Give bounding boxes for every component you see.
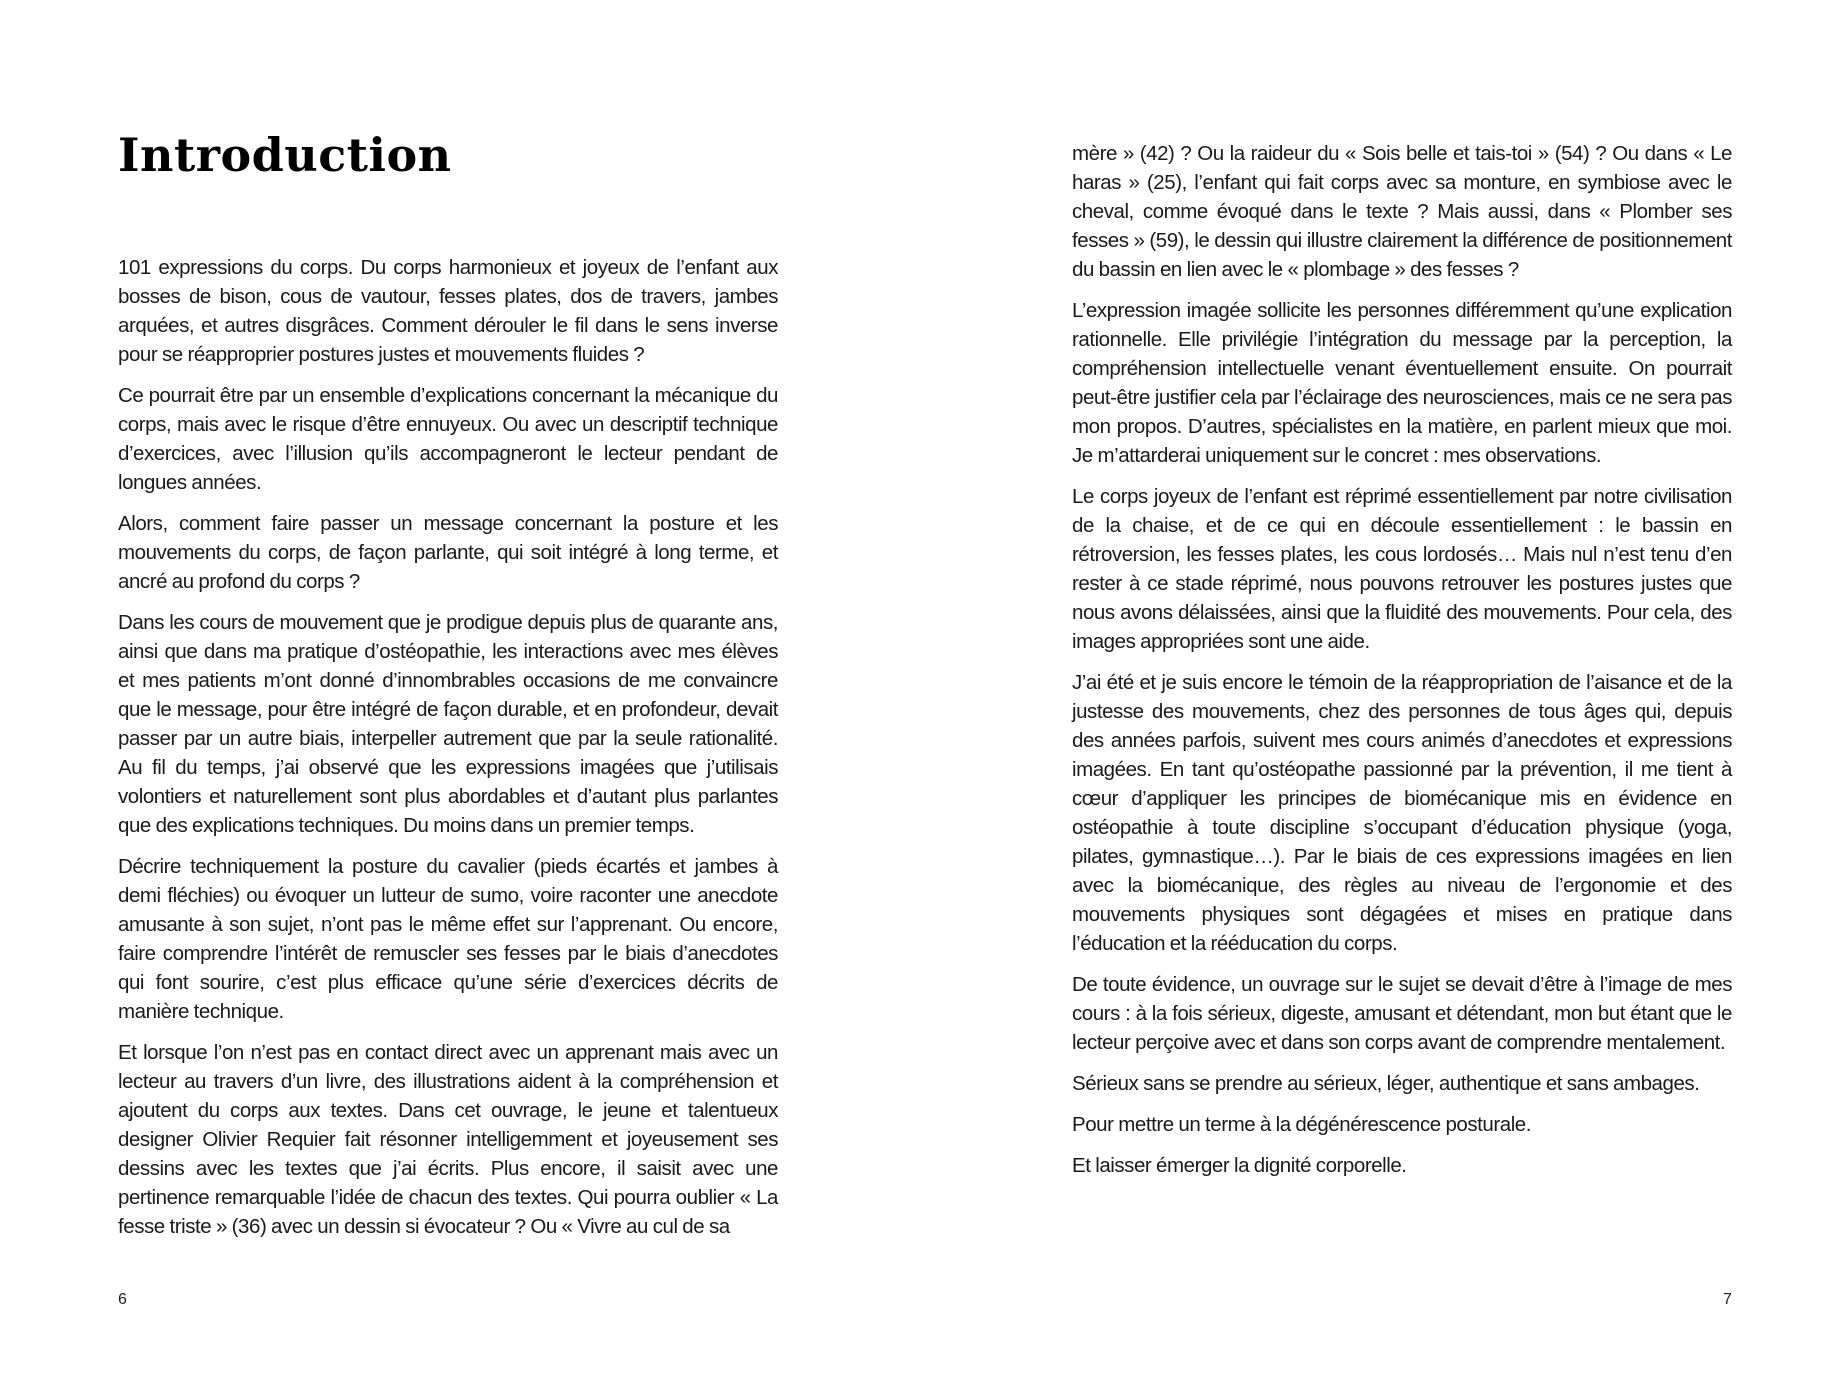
paragraph: Alors, comment faire passer un message concernant la posture et les mouvements du corps, de façon parlante, qui soit intégré à long terme, et ancré au profond du corps ? xyxy=(118,512,778,593)
left-text-column xyxy=(118,253,778,1253)
page-number: 7 xyxy=(1723,1291,1732,1308)
paragraph: Le corps joyeux de l’enfant est réprimé essentiellement par notre civilisation de la chaise, et de ce qui en découle essentiellement : le bassin en rétroversion, les fesses plates, les cous lordosés… Mais nul n’est tenu d’en rester à ce stade réprimé, nous pouvons retrouver les postures justes que nous avons délaissées, ainsi que la fluidité des mouvements. Pour cela, des images appropriées sont une aide. xyxy=(1072,485,1732,653)
paragraph: Sérieux sans se prendre au sérieux, léger, authentique et sans ambages. xyxy=(1072,1072,1700,1095)
paragraph: Et laisser émerger la dignité corporelle. xyxy=(1072,1154,1407,1177)
paragraph: Dans les cours de mouvement que je prodigue depuis plus de quarante ans, ainsi que dans ma pratique d’ostéopathie, les interactions avec mes élèves et mes patients m’ont donné d’innombrables occasions de me convaincre que le message, pour être intégré de façon durable, et en profondeur, devait passer par un autre biais, interpeller autrement que par la seule rationalité. Au fil du temps, j’ai observé que les expressions imagées que j’utilisais volontiers et naturellement sont plus abordables et d’autant plus parlantes que des explications techniques. Du moins dans un premier temps. xyxy=(118,611,778,837)
right-page xyxy=(921,0,1843,1382)
paragraph: 101 expressions du corps. Du corps harmonieux et joyeux de l’enfant aux bosses de bison, cous de vautour, fesses plates, dos de travers, jambes arquées, et autres disgrâces. Comment dérouler le fil dans le sens inverse pour se réapproprier postures justes et mouvements fluides ? xyxy=(118,256,778,366)
right-text-column xyxy=(1072,139,1732,1192)
paragraph: L’expression imagée sollicite les personnes différemment qu’une explication rationnelle. Elle privilégie l’intégration du message par la perception, la compréhension intellectuelle venant éventuellement ensuite. On pourrait peut-être justifier cela par l’éclairage des neurosciences, mais ce ne sera pas mon propos. D’autres, spécialistes en la matière, en parlent mieux que moi. Je m’attarderai uniquement sur le concret : mes observations. xyxy=(1072,299,1732,467)
paragraph: mère » (42) ? Ou la raideur du « Sois belle et tais-toi » (54) ? Ou dans « Le haras » (25), l’enfant qui fait corps avec sa monture, en symbiose avec le cheval, comme évoqué dans le texte ? Mais aussi, dans « Plomber ses fesses » (59), le dessin qui illustre clairement la différence de positionnement du bassin en lien avec le « plombage » des fesses ? xyxy=(1072,142,1732,281)
paragraph: De toute évidence, un ouvrage sur le sujet se devait d’être à l’image de mes cours : à la fois sérieux, digeste, amusant et détendant, mon but étant que le lecteur perçoive avec et dans son corps avant de comprendre mentalement. xyxy=(1072,973,1732,1054)
paragraph: Et lorsque l’on n’est pas en contact direct avec un apprenant mais avec un lecteur au travers d’un livre, des illustrations aident à la compréhension et ajoutent du corps aux textes. Dans cet ouvrage, le jeune et talentueux designer Olivier Requier fait résonner intelligemment et joyeusement ses dessins avec les textes que j’ai écrits. Plus encore, il saisit avec une pertinence remarquable l’idée de chacun des textes. Qui pourra oublier « La fesse triste » (36) avec un dessin si évocateur ? Ou « Vivre au cul de sa xyxy=(118,1041,778,1238)
chapter-title: Introduction xyxy=(118,128,452,182)
paragraph: Décrire techniquement la posture du cavalier (pieds écartés et jambes à demi fléchies) ou évoquer un lutteur de sumo, voire raconter une anecdote amusante à son sujet, n’ont pas le même effet sur l’apprenant. Ou encore, faire comprendre l’intérêt de remuscler ses fesses par le biais d’anecdotes qui font sourire, c’est plus efficace qu’une série d’exercices décrits de manière technique. xyxy=(118,855,778,1023)
paragraph: Pour mettre un terme à la dégénérescence posturale. xyxy=(1072,1113,1531,1136)
paragraph: Ce pourrait être par un ensemble d’explications concernant la mécanique du corps, mais avec le risque d’être ennuyeux. Ou avec un descriptif technique d’exercices, avec l’illusion qu’ils accompagneront le lecteur pendant de longues années. xyxy=(118,384,778,494)
paragraph: J’ai été et je suis encore le témoin de la réappropriation de l’aisance et de la justesse des mouvements, chez des personnes de tous âges qui, depuis des années parfois, suivent mes cours animés d’anecdotes et expressions imagées. En tant qu’ostéopathe passionné par la prévention, il me tient à cœur d’appliquer les principes de biomécanique mis en évidence en ostéopathie à toute discipline s’occupant d’éducation physique (yoga, pilates, gymnastique…). Par le biais de ces expressions imagées en lien avec la biomécanique, des règles au niveau de l’ergonomie et des mouvements physiques sont dégagées et mises en pratique dans l’éducation et la rééducation du corps. xyxy=(1072,671,1732,955)
left-page xyxy=(0,0,921,1382)
page-number: 6 xyxy=(118,1291,127,1308)
